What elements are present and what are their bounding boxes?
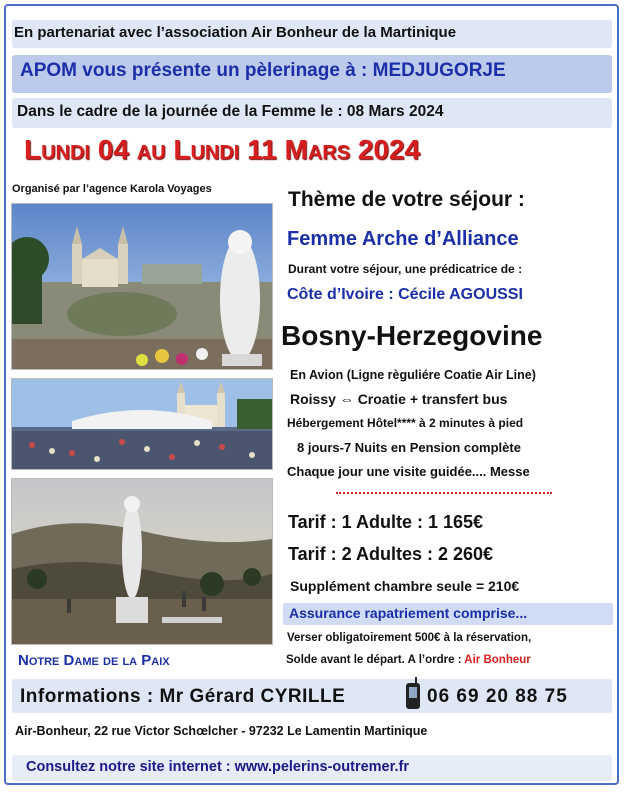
partnership-line: En partenariat avec l’association Air Bonheur de la Martinique <box>14 24 457 41</box>
preacher-intro: Durant votre séjour, une prédicatrice de : <box>288 262 523 276</box>
women-day-line: Dans le cadre de la journée de la Femme le : 08 Mars 2024 <box>17 103 444 120</box>
pilgrimage-title: APOM vous présente un pèlerinage à : MEDJUGORJE <box>20 60 506 81</box>
destination: Bosny-Herzegovine <box>281 320 543 351</box>
address-line: Air-Bonheur, 22 rue Victor Schœlcher - 97232 Le Lamentin Martinique <box>15 724 428 738</box>
tarif-1-adult: Tarif : 1 Adulte : 1 165€ <box>288 512 484 532</box>
statue-hill-photo <box>11 478 273 645</box>
separator-dotted <box>336 492 552 494</box>
preacher-name: Côte d’Ivoire : Cécile AGOUSSI <box>287 286 523 303</box>
trip-dates: Lundi 04 au Lundi 11 Mars 2024 <box>24 134 421 165</box>
organizer-line: Organisé par l’agence Karola Voyages <box>12 183 212 195</box>
balance-text: Solde avant le départ. A l’ordre : <box>286 654 465 666</box>
info-contact-name: Informations : Mr Gérard CYRILLE <box>20 686 346 707</box>
photo-caption: Notre Dame de la Paix <box>18 652 170 669</box>
theme-title: Thème de votre séjour : <box>288 188 525 211</box>
detail-duration: 8 jours-7 Nuits en Pension complète <box>297 440 521 455</box>
detail-route: Roissy ⇔ Croatie + transfert bus <box>290 391 508 407</box>
tarif-2-adults: Tarif : 2 Adultes : 2 260€ <box>288 544 494 564</box>
deposit-line: Verser obligatoirement 500€ à la réservation, <box>287 632 532 644</box>
mobile-phone-icon <box>406 683 420 709</box>
detail-hotel: Hébergement Hôtel**** à 2 minutes à pied <box>287 416 524 430</box>
detail-flight: En Avion (Ligne règuliére Coatie Air Line) <box>290 368 536 382</box>
payee-name: Air Bonheur <box>464 654 531 666</box>
insurance-line: Assurance rapatriement comprise... <box>289 605 528 621</box>
detail-daily: Chaque jour une visite guidée.... Messe <box>287 464 530 479</box>
church-statue-photo <box>11 203 273 370</box>
phone-number[interactable]: 06 69 20 88 75 <box>427 686 568 707</box>
website-line[interactable]: Consultez notre site internet : www.pelerins-outremer.fr <box>26 759 409 775</box>
single-supplement: Supplément chambre seule = 210€ <box>290 578 520 594</box>
balance-line <box>286 654 531 666</box>
theme-name: Femme Arche d’Alliance <box>287 228 519 250</box>
crowd-church-photo <box>11 378 273 470</box>
